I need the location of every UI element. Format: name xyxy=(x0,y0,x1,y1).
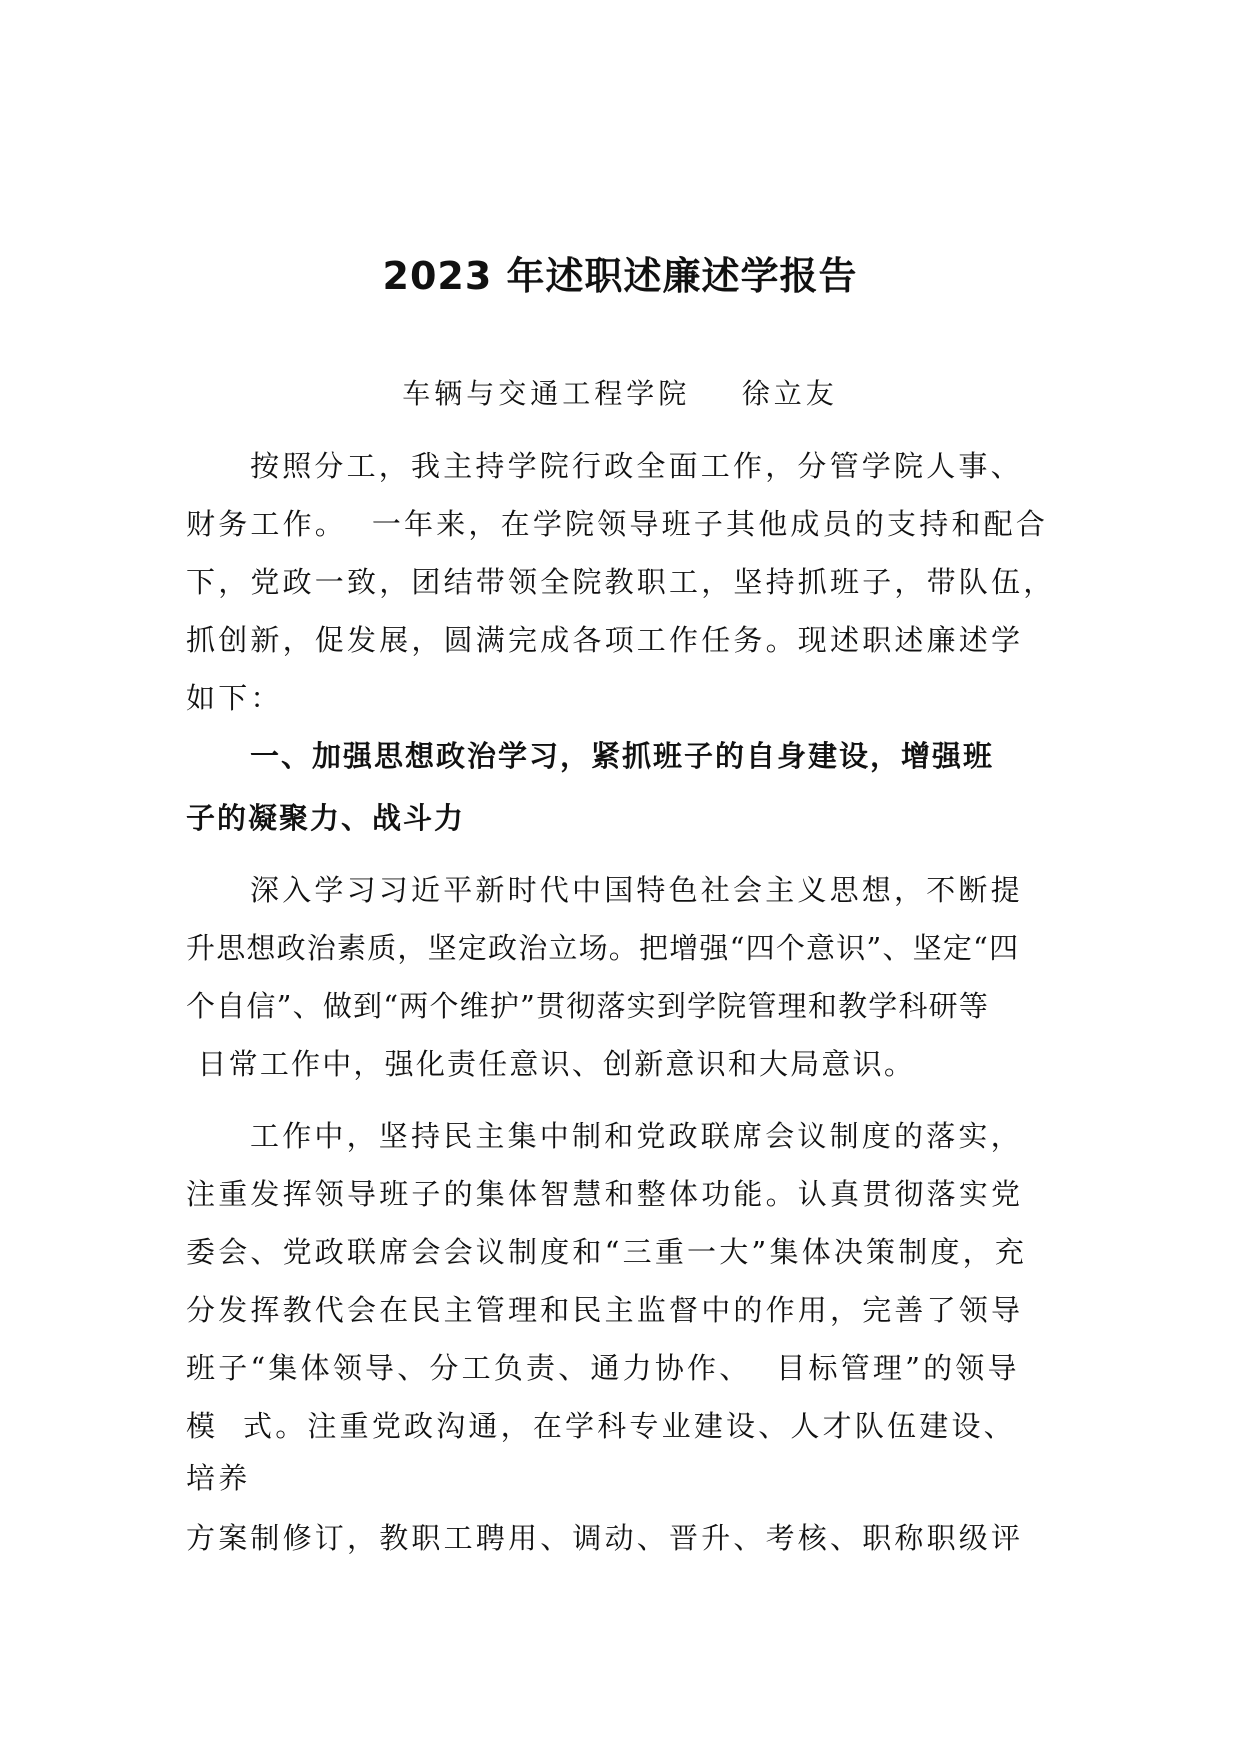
paragraph-line: 财务工作。 一年来，在学院领导班子其他成员的支持和配合 xyxy=(186,507,1049,541)
paragraph-line: 班子“集体领导、分工负责、通力协作、 目标管理”的领导 xyxy=(186,1351,1020,1385)
paragraph-line: 日常工作中，强化责任意识、创新意识和大局意识。 xyxy=(186,1047,916,1081)
paragraph-line: 深入学习习近平新时代中国特色社会主义思想，不断提 xyxy=(250,873,1023,907)
document-title: 2023 年述职述廉述学报告 xyxy=(382,254,858,298)
paragraph-line: 如下： xyxy=(186,681,283,715)
section-heading: 一、加强思想政治学习，紧抓班子的自身建设，增强班 xyxy=(250,739,995,773)
paragraph-line: 培养 xyxy=(186,1461,251,1495)
paragraph-line: 方案制修订，教职工聘用、调动、晋升、考核、职称职级评 xyxy=(186,1521,1024,1555)
paragraph-line: 抓创新，促发展，圆满完成各项工作任务。现述职述廉述学 xyxy=(186,623,1024,657)
paragraph-line: 个自信”、做到“两个维护”贯彻落实到学院管理和教学科研等 xyxy=(186,989,990,1023)
paragraph-line: 分发挥教代会在民主管理和民主监督中的作用，完善了领导 xyxy=(186,1293,1024,1327)
paragraph-line: 工作中，坚持民主集中制和党政联席会议制度的落实， xyxy=(250,1119,1023,1153)
paragraph-line: 升思想政治素质，坚定政治立场。把增强“四个意识”、坚定“四 xyxy=(186,931,1020,965)
paragraph-line: 委会、党政联席会会议制度和“三重一大”集体决策制度，充 xyxy=(186,1235,1028,1269)
paragraph-line: 下，党政一致，团结带领全院教职工，坚持抓班子，带队伍， xyxy=(186,565,1056,599)
section-heading: 子的凝聚力、战斗力 xyxy=(186,801,466,835)
paragraph-line: 注重发挥领导班子的集体智慧和整体功能。认真贯彻落实党 xyxy=(186,1177,1024,1211)
paragraph-line: 模 式。注重党政沟通，在学科专业建设、人才队伍建设、 xyxy=(186,1409,1016,1443)
author-byline: 车辆与交通工程学院 徐立友 xyxy=(402,377,838,410)
paragraph-line: 按照分工，我主持学院行政全面工作，分管学院人事、 xyxy=(250,449,1023,483)
